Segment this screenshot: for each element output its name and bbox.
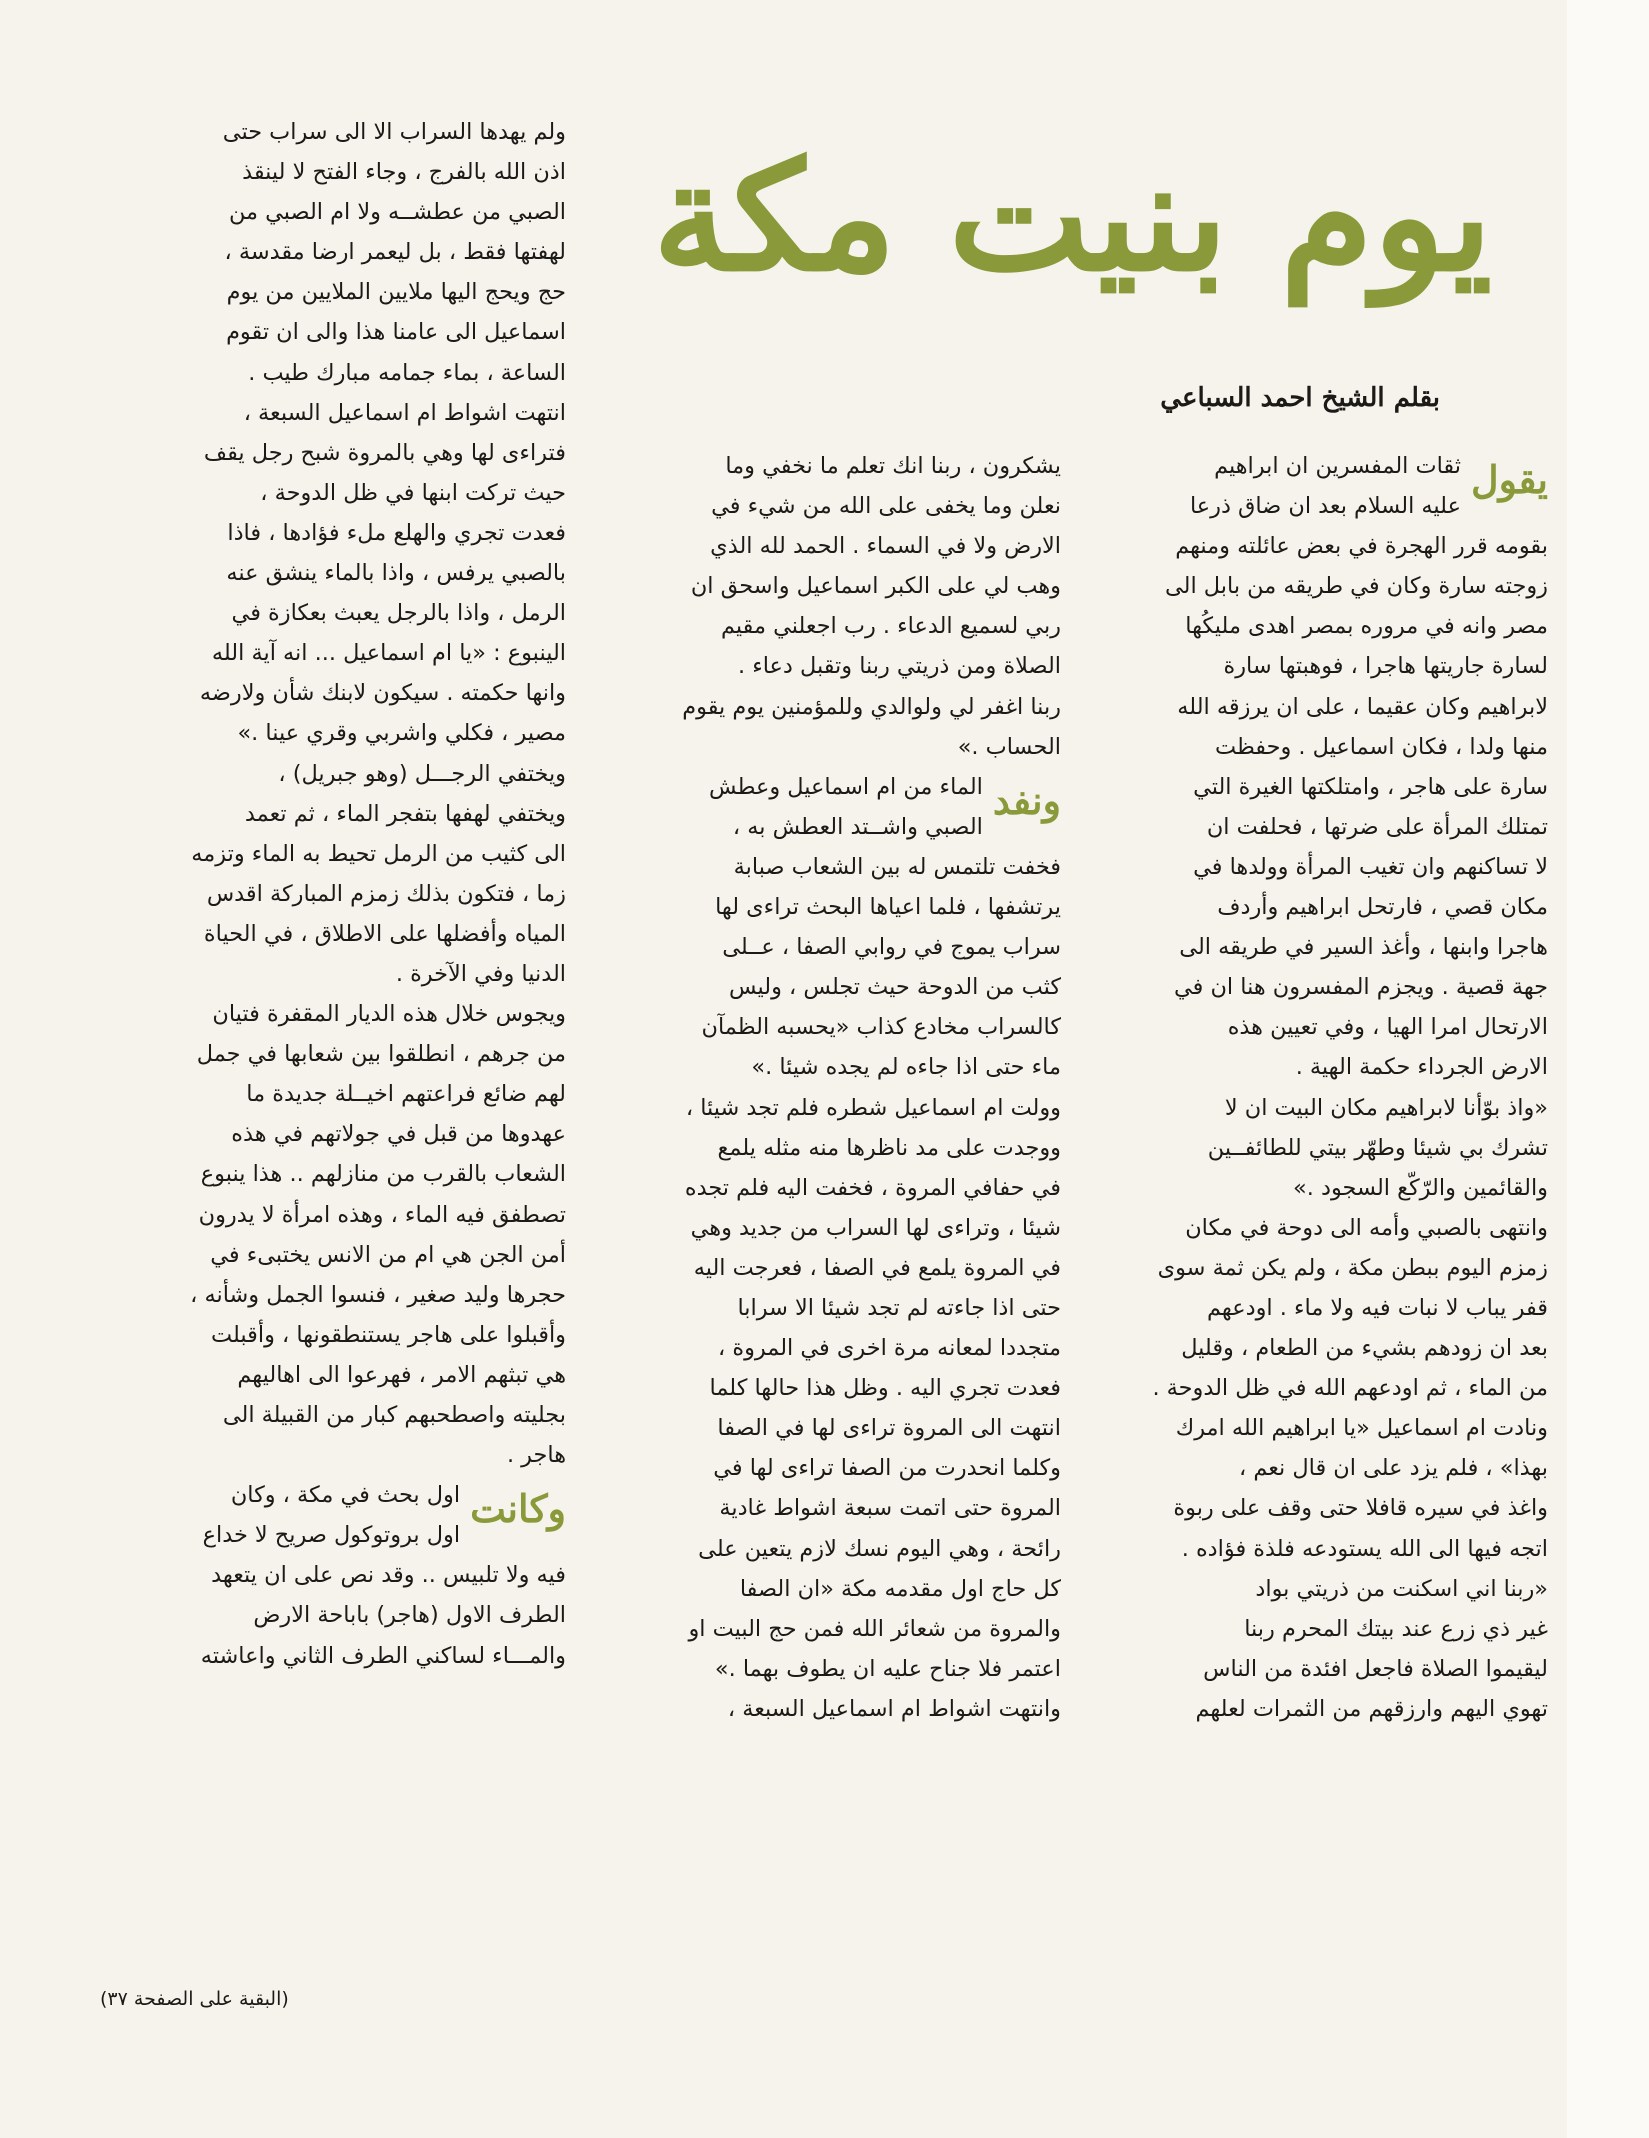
- article-title-block: [595, 92, 1550, 364]
- paragraph: الماء من ام اسماعيل وعطش الصبي واشــتد العطش به ، فخفت تلتمس له بين الشعاب صبابة يرتشفها ، فلما اعياها البحث تراءى لها سراب يموج في روابي الصفا ، عــلى كثب من الدوحة حيث تجلس ، وليس كالسراب مخادع كذاب «يحسبه الظمآن ماء حتى اذا جاءه لم يجده شيئا .» وولت ام اسماعيل شطره فلم تجد شيئا ، ووجدت على مد ناظرها منه مثله يلمع في حفافي المروة ، فخفت اليه فلم تجده شيئا ، وتراءى لها السراب من جديد وهي في المروة يلمع في الصفا ، فعرجت اليه حتى اذا جاءته لم تجد شيئا الا سرابا متجددا لمعانه مرة اخرى في المروة ، فعدت تجري اليه . وظل هذا حالها كلما انتهت الى المروة تراءى لها في الصفا وكلما انحدرت من الصفا تراءى لها في المروة حتى اتمت سبعة اشواط غادية رائحة ، وهي اليوم نسك لازم يتعين على كل حاج اول مقدمه مكة «ان الصفا والمروة من شعائر الله فمن حج البيت او اعتمر فلا جناح عليه ان يطوف بهما .» وانتهت اشواط ام اسماعيل السبعة ،: [684, 773, 1061, 1722]
- text-column-middle: [592, 446, 1061, 1974]
- paragraph: ثقات المفسرين ان ابراهيم عليه السلام بعد ان ضاق ذرعا بقومه قرر الهجرة في بعض عائلته ومنهم زوجته سارة وكان في طريقه من بابل الى مصر وانه في مروره بمصر اهدى مليكُها لسارة جاريتها هاجرا ، فوهبتها سارة لابراهيم وكان عقيما ، على ان يرزقه الله منها ولدا ، فكان اسماعيل . وحفظت سارة على هاجر ، وامتلكتها الغيرة التي تمتلك المرأة على ضرتها ، فحلفت ان لا تساكنهم وان تغيب المرأة وولدها في مكان قصي ، فارتحل ابراهيم وأردف هاجرا وابنها ، وأغذ السير في طريقه الى جهة قصية . ويجزم المفسرون هنا ان في الارتحال امرا الهيا ، وفي تعيين هذه الارض الجرداء حكمة الهية . «واذ بوّأنا لابراهيم مكان البيت ان لا تشرك بي شيئا وطهّر بيتي للطائفــين والقائمين والرّكّع السجود .» وانتهى بالصبي وأمه الى دوحة في مكان زمزم اليوم ببطن مكة ، ولم يكن ثمة سوى قفر يباب لا نبات فيه ولا ماء . اودعهم بعد ان زودهم بشيء من الطعام ، وقليل من الماء ، ثم اودعهم الله في ظل الدوحة . ونادت ام اسماعيل «يا ابراهيم الله امرك بهذا» ، فلم يزد على ان قال نعم ، واغذ في سيره قافلا حتى وقف على ربوة اتجه فيها الى الله يستودعه فلذة فؤاده . «ربنا اني اسكنت من ذريتي بواد غير ذي زرع عند بيتك المحرم ربنا ليقيموا الصلاة فاجعل افئدة من الناس تهوي اليهم وارزقهم من الثمرات لعلهم: [1152, 453, 1548, 1722]
- author-byline: بقلم الشيخ احمد السباعي: [1160, 383, 1440, 413]
- continuation-note: (البقية على الصفحة ٣٧): [100, 1988, 289, 2010]
- page-margin: [1567, 0, 1649, 2138]
- paragraph: اول بحث في مكة ، وكان اول بروتوكول صريح لا خداع فيه ولا تلبيس .. وقد نص على ان يتعهد الطرف الاول (هاجر) باباحة الارض والمـــاء لساكني الطرف الثاني واعاشته: [200, 1482, 566, 1669]
- drop-word: ونفد: [992, 777, 1061, 823]
- drop-word: يقول: [1470, 457, 1548, 502]
- drop-word: وكانت: [470, 1486, 566, 1532]
- text-column-left: [104, 112, 566, 1980]
- article-title: يوم بنيت مكة: [652, 129, 1493, 305]
- paragraph: يشكرون ، ربنا انك تعلم ما نخفي وما نعلن وما يخفى على الله من شيء في الارض ولا في السماء . الحمد لله الذي وهب لي على الكبر اسماعيل واسحق ان ربي لسميع الدعاء . رب اجعلني مقيم الصلاة ومن ذريتي ربنا وتقبل دعاء . ربنا اغفر لي ولوالدي وللمؤمنين يوم يقوم الحساب .»: [682, 453, 1061, 760]
- paragraph: ولم يهدها السراب الا الى سراب حتى اذن الله بالفرج ، وجاء الفتح لا لينقذ الصبي من عطشــه ولا ام الصبي من لهفتها فقط ، بل ليعمر ارضا مقدسة ، حج ويحج اليها ملايين الملايين من يوم اسماعيل الى عامنا هذا والى ان تقوم الساعة ، بماء جمامه مبارك طيب . انتهت اشواط ام اسماعيل السبعة ، فتراءى لها وهي بالمروة شبح رجل يقف حيث تركت ابنها في ظل الدوحة ، فعدت تجري والهلع ملء فؤادها ، فاذا بالصبي يرفس ، واذا بالماء ينشق عنه الرمل ، واذا بالرجل يعبث بعكازة في الينبوع : «يا ام اسماعيل ... انه آية الله وانها حكمته . سيكون لابنك شأن ولارضه مصير ، فكلي واشربي وقري عينا .» ويختفي الرجـــل (وهو جبريل) ، ويختفي لهفها بتفجر الماء ، ثم تعمد الى كثيب من الرمل تحيط به الماء وتزمه زما ، فتكون بذلك زمزم المباركة اقدس المياه وأفضلها على الاطلاق ، في الحياة الدنيا وفي الآخرة . ويجوس خلال هذه الديار المقفرة فتيان من جرهم ، انطلقوا بين شعابها في جمل لهم ضائع فراعتهم اخيــلة جديدة ما عهدوها من قبل في جولاتهم في هذه الشعاب بالقرب من منازلهم .. هذا ينبوع تصطفق فيه الماء ، وهذه امرأة لا يدرون أمن الجن هي ام من الانس يختبىء في حجرها وليد صغير ، فنسوا الجمل وشأنه ، وأقبلوا على هاجر يستنطقونها ، وأقبلت هي تبثهم الامر ، فهرعوا الى اهاليهم بجليته واصطحبهم كبار من القبيلة الى هاجر .: [190, 119, 566, 1469]
- text-column-right: [1089, 446, 1548, 1974]
